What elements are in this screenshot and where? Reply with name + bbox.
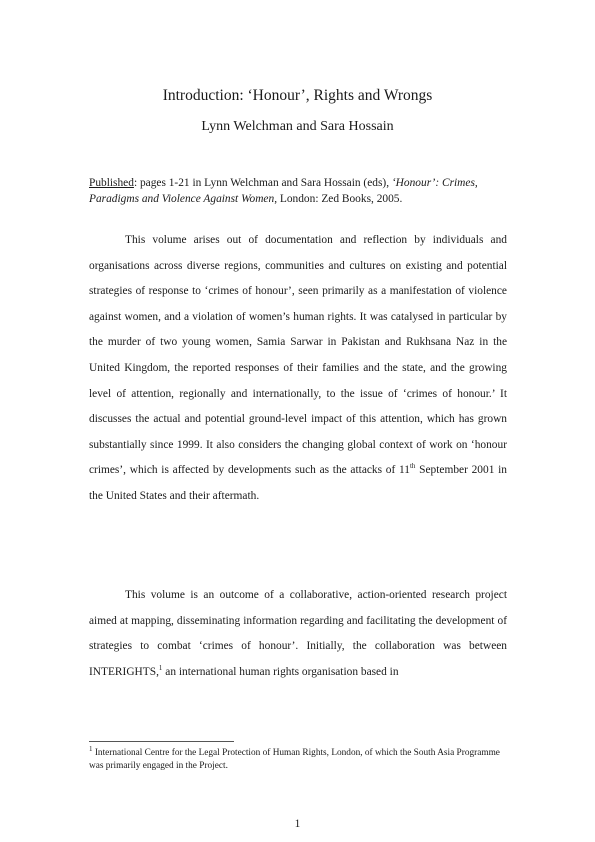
document-title: Introduction: ‘Honour’, Rights and Wrongs [162, 87, 433, 104]
paragraph-1-superscript: th [409, 462, 416, 471]
published-book-title: ‘Honour’: Crimes, Paradigms and Violence Against Women [89, 177, 478, 205]
paragraph-2-text-a: This volume is an outcome of a collaborative, action-oriented research project aimed at mapping, disseminating information regarding and facilitating the development of strategies to combat ‘crimes of honour’. Initially, the collaboration was between INTERIGHTS, [89, 589, 507, 678]
paragraph-1-text-a: This volume arises out of documentation and reflection by individuals and organisations across diverse regions, communities and cultures on existing and potential strategies of response to ‘crimes of honour’, seen primarily as a manifestation of violence against women, and a violation of women’s human rights. It was catalysed in particular by the murder of two young women, Samia Sarwar in Pakistan and Rukhsana Naz in the United Kingdom, the reported responses of their families and the state, and the growing level of attention, regionally and internationally, to the issue of ‘crimes of honour.’ It discusses the actual and potential ground-level impact of this attention, which has grown substantially since 1999. It also considers the changing global context of work on ‘honour crimes’, which is affected by developments such as the attacks of 11 [89, 234, 507, 477]
body-paragraph-2 [89, 583, 507, 685]
footnote-marker: 1 [89, 744, 93, 753]
page-number: 1 [294, 818, 301, 830]
paragraph-1-text-b: September 2001 in the United States and their aftermath. [89, 464, 507, 502]
footnote-text: International Centre for the Legal Protection of Human Rights, London, of which the South Asia Programme was primarily engaged in the Project. [89, 748, 500, 771]
published-text-before: : pages 1-21 in Lynn Welchman and Sara Hossain (eds), [133, 177, 392, 189]
published-text-after: , London: Zed Books, 2005. [274, 193, 403, 205]
footnote-divider [89, 741, 234, 742]
publication-note [89, 175, 509, 207]
document-authors: Lynn Welchman and Sara Hossain [201, 119, 394, 134]
paragraph-2-text-b: an international human rights organisation based in [162, 665, 399, 678]
published-label: Published [89, 177, 134, 189]
body-paragraph-1 [89, 228, 507, 510]
footnote [89, 744, 509, 772]
footnote-reference: 1 [158, 663, 163, 672]
